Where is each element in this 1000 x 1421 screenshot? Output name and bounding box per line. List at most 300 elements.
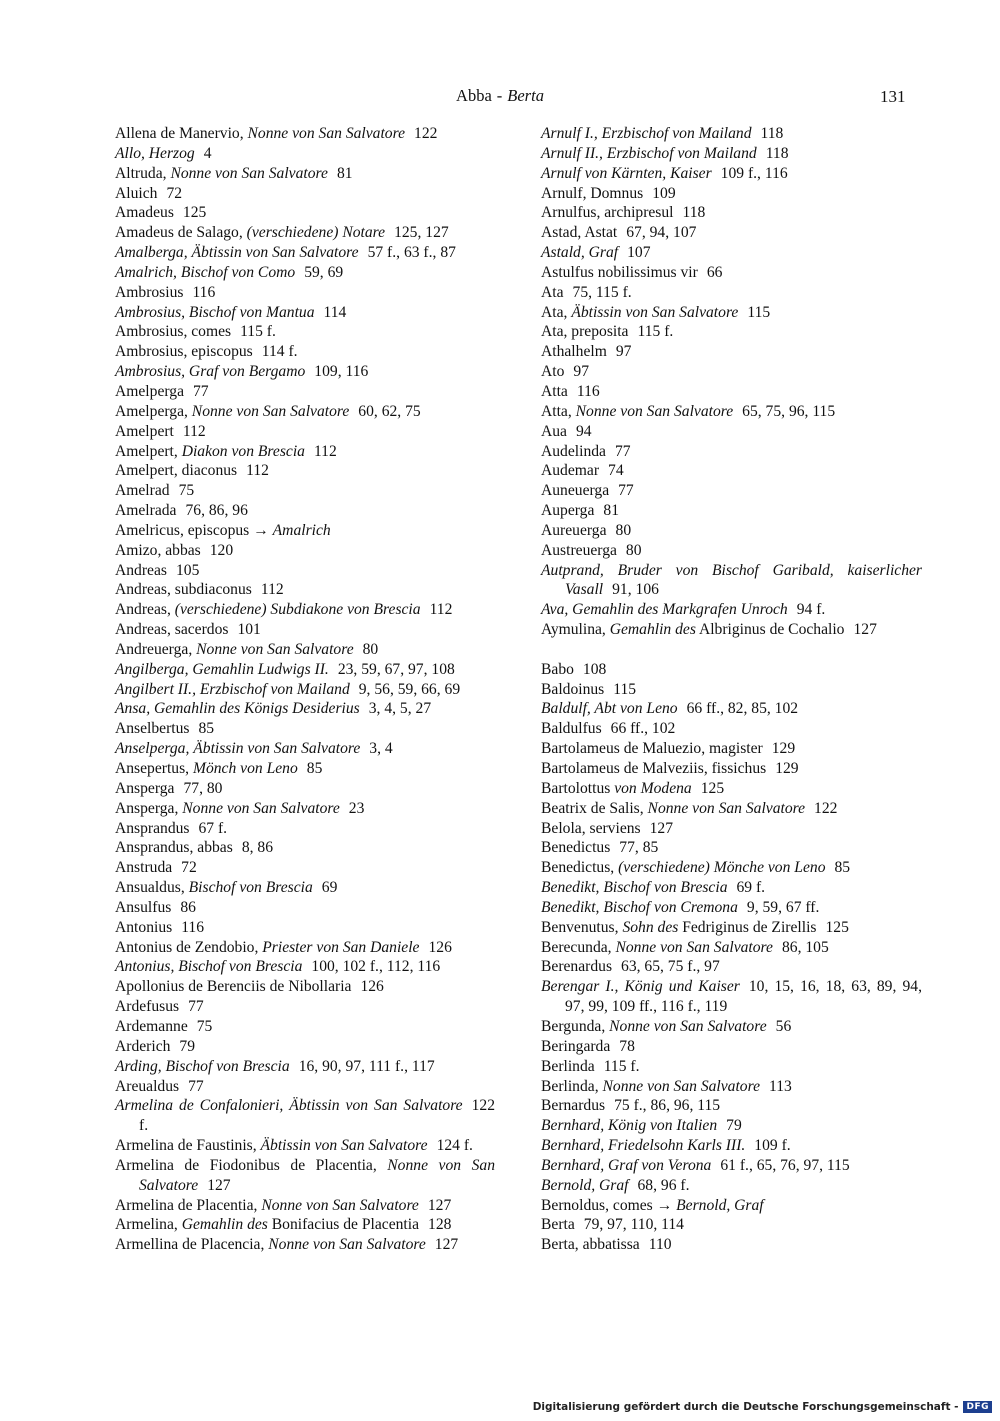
entry-page-refs: 3, 4 xyxy=(369,740,393,758)
entry-page-refs: 66 ff., 82, 85, 102 xyxy=(686,700,799,718)
entry-page-refs: 72 xyxy=(181,859,197,877)
entry-name: Babo xyxy=(541,660,574,678)
index-entry xyxy=(541,164,922,184)
entry-italic-note: (verschiedene) Subdiakone von Brescia xyxy=(174,601,421,619)
entry-name: Aymulina, xyxy=(541,621,610,639)
running-head-left: Abba xyxy=(456,86,492,105)
index-entry xyxy=(115,481,495,501)
index-entry xyxy=(115,521,495,541)
index-entry xyxy=(115,838,495,858)
index-entry xyxy=(541,1077,922,1097)
entry-italic-note: Armelina de Confalonieri, Äbtissin von San Salvatore xyxy=(115,1097,463,1115)
entry-page-refs: 115 f. xyxy=(240,323,276,341)
entry-name: Armelina de Placentia, xyxy=(115,1196,262,1214)
entry-name: Arnulf, Domnus xyxy=(541,184,644,202)
index-entry xyxy=(115,640,495,660)
index-entry xyxy=(115,620,495,640)
entry-italic-note: Allo, Herzog xyxy=(115,144,195,162)
entry-name: Bernardus xyxy=(541,1097,606,1115)
entry-name: Beatrix de Salis, xyxy=(541,799,648,817)
entry-name: Andreas, sacerdos xyxy=(115,621,229,639)
entry-italic-note: Amalrich xyxy=(272,521,331,539)
index-entry xyxy=(115,203,495,223)
index-entry xyxy=(115,660,495,680)
entry-page-refs: 115 xyxy=(747,303,771,321)
entry-page-refs: 112 xyxy=(313,442,337,460)
index-entry xyxy=(541,1116,922,1136)
entry-name: Allena de Manervio, xyxy=(115,125,248,142)
entry-page-refs: 115 f. xyxy=(637,323,674,341)
index-entry xyxy=(115,1156,495,1196)
index-entry xyxy=(541,1235,922,1255)
index-entry xyxy=(541,382,922,402)
entry-name: Berlinda xyxy=(541,1057,595,1075)
entry-name: Apollonius de Berenciis de Nibollaria xyxy=(115,978,352,996)
entry-page-refs: 8, 86 xyxy=(241,839,273,857)
entry-italic-note: Anselperga, Äbtissin von San Salvatore xyxy=(115,740,361,758)
entry-page-refs: 4 xyxy=(203,144,212,162)
index-entry xyxy=(541,124,922,144)
entry-page-refs: 120 xyxy=(209,541,234,559)
entry-name: Antonius de Zendobio, xyxy=(115,938,263,956)
entry-name: Amelpert, xyxy=(115,442,182,460)
index-entry xyxy=(115,283,495,303)
entry-italic-note: Arnulf I., Erzbischof von Mailand xyxy=(541,125,752,142)
entry-page-refs: 129 xyxy=(771,740,796,758)
entry-page-refs: 9, 56, 59, 66, 69 xyxy=(358,680,461,698)
index-entry xyxy=(541,620,922,640)
index-entry xyxy=(541,977,922,1017)
entry-name: Armelina, xyxy=(115,1216,182,1234)
entry-name: Audelinda xyxy=(541,442,606,460)
entry-name: Aureuerga xyxy=(541,521,607,539)
entry-name: Amelperga xyxy=(115,382,184,400)
entry-page-refs: 78 xyxy=(619,1037,635,1055)
entry-name: Benedictus xyxy=(541,839,611,857)
index-entry xyxy=(115,680,495,700)
entry-italic-note: Bernhard, König von Italien xyxy=(541,1117,718,1135)
entry-name: Auneuerga xyxy=(541,482,610,500)
index-entry xyxy=(115,402,495,422)
entry-name: Ambrosius xyxy=(115,283,184,301)
entry-name: Bartolameus de Maluezio, magister xyxy=(541,740,763,758)
entry-page-refs: 56 xyxy=(775,1017,792,1035)
entry-name: Aua xyxy=(541,422,567,440)
index-entry xyxy=(541,144,922,164)
entry-page-refs: 77 xyxy=(193,382,209,400)
entry-page-refs: 125 xyxy=(182,204,207,222)
index-entry xyxy=(115,997,495,1017)
entry-page-refs: 77 xyxy=(188,1077,204,1095)
index-entry xyxy=(541,1037,922,1057)
page-number: 131 xyxy=(880,87,906,106)
entry-page-refs: 76, 86, 96 xyxy=(185,502,248,520)
index-entry xyxy=(541,442,922,462)
entry-page-refs: 112 xyxy=(182,422,206,440)
index-entry xyxy=(115,243,495,263)
entry-italic-note: Arnulf von Kärnten, Kaiser xyxy=(541,164,712,182)
letter-section-gap xyxy=(541,640,922,660)
index-entry xyxy=(541,322,922,342)
index-entry xyxy=(541,342,922,362)
index-entry xyxy=(115,1077,495,1097)
index-entry xyxy=(115,422,495,442)
entry-name: Bartolottus xyxy=(541,779,615,797)
entry-name: Anstruda xyxy=(115,859,173,877)
entry-page-refs: 127 xyxy=(853,621,877,639)
entry-name: Ambrosius, comes xyxy=(115,323,232,341)
entry-page-refs: 109, 116 xyxy=(314,363,369,381)
entry-name: Ata, xyxy=(541,303,572,321)
entry-page-refs: 113 xyxy=(769,1077,792,1095)
running-head-separator: - xyxy=(496,86,503,105)
index-entry xyxy=(541,461,922,481)
entry-name: Berecunda, xyxy=(541,938,616,956)
entry-italic-note: Nonne von San Salvatore xyxy=(615,938,773,956)
entry-page-refs: 100, 102 f., 112, 116 xyxy=(311,958,441,976)
entry-italic-note: Bernhard, Friedelsohn Karls III. xyxy=(541,1137,746,1155)
entry-page-refs: 116 xyxy=(192,283,216,301)
entry-page-refs: 127 xyxy=(649,819,673,837)
entry-name: Ata, preposita xyxy=(541,323,629,341)
entry-italic-note: (verschiedene) Mönche von Leno xyxy=(618,859,826,877)
entry-italic-note: Ambrosius, Graf von Bergamo xyxy=(115,363,306,381)
entry-italic-note: Nonne von San Salvatore xyxy=(647,799,806,817)
entry-page-refs: 10, 15, 16, 18, 63, 89, 94, 97, 99, 109 ff., 116 f., 119 xyxy=(565,978,922,1016)
entry-name: Andreas xyxy=(115,561,167,579)
entry-italic-note: von Modena xyxy=(614,779,692,797)
entry-name: Areualdus xyxy=(115,1077,180,1095)
index-entry xyxy=(541,858,922,878)
index-entry xyxy=(541,422,922,442)
entry-italic-note: Äbtissin von San Salvatore xyxy=(571,303,739,321)
entry-page-refs: 116 xyxy=(576,382,600,400)
entry-page-refs: 91, 106 xyxy=(612,581,659,599)
entry-name: Berta xyxy=(541,1216,575,1234)
entry-page-refs: 81 xyxy=(603,502,619,520)
index-entry xyxy=(115,303,495,323)
entry-page-refs: 112 xyxy=(260,581,284,599)
index-entry xyxy=(541,799,922,819)
entry-page-refs: 122 xyxy=(814,799,838,817)
entry-name: Andreas, subdiaconus xyxy=(115,581,252,599)
index-entry xyxy=(541,303,922,323)
running-head-right: Berta xyxy=(507,86,544,105)
index-entry xyxy=(115,1057,495,1077)
entry-italic-note: Ambrosius, Bischof von Mantua xyxy=(115,303,315,321)
entry-page-refs: 3, 4, 5, 27 xyxy=(368,700,432,718)
entry-italic-note: Nonne von San Salvatore xyxy=(247,125,406,142)
entry-page-refs: 72 xyxy=(166,184,183,202)
entry-page-refs: 81 xyxy=(336,164,353,182)
running-head xyxy=(0,86,1000,106)
entry-italic-note: Arding, Bischof von Brescia xyxy=(115,1057,290,1075)
entry-italic-note: Ansa, Gemahlin des Königs Desiderius xyxy=(115,700,360,718)
entry-italic-note: Arnulf II., Erzbischof von Mailand xyxy=(541,144,757,162)
entry-page-refs: 118 xyxy=(760,125,784,142)
entry-page-refs: 109 f., 116 xyxy=(720,164,788,182)
entry-page-refs: 107 xyxy=(627,244,651,262)
index-column-left xyxy=(115,124,495,1255)
entry-page-refs: 115 f. xyxy=(603,1057,640,1075)
entry-page-refs: 85 xyxy=(306,760,323,777)
entry-page-refs: 94 xyxy=(575,422,592,440)
entry-page-refs: 127 xyxy=(207,1176,231,1194)
entry-page-refs: 112 xyxy=(429,601,453,619)
entry-page-refs: 16, 90, 97, 111 f., 117 xyxy=(298,1057,435,1075)
entry-page-refs: 125, 127 xyxy=(394,224,449,242)
entry-name: Ambrosius, episcopus xyxy=(115,343,253,361)
index-entry xyxy=(541,838,922,858)
dfg-logo: DFG xyxy=(963,1401,992,1413)
entry-page-refs: 108 xyxy=(582,660,607,678)
entry-page-refs: 122 f. xyxy=(139,1097,495,1135)
entry-italic-note: Bernhard, Graf von Verona xyxy=(541,1156,712,1174)
entry-name: Arderich xyxy=(115,1037,171,1055)
index-entry xyxy=(541,1017,922,1037)
entry-page-refs: 110 xyxy=(648,1236,672,1254)
entry-name: Amelricus, episcopus → xyxy=(115,521,273,539)
index-entry xyxy=(541,223,922,243)
entry-name: Auperga xyxy=(541,502,595,520)
entry-page-refs: 116 xyxy=(181,918,204,936)
entry-italic-note: Baldulf, Abt von Leno xyxy=(541,700,678,718)
index-entry xyxy=(541,1176,922,1196)
index-entry xyxy=(541,898,922,918)
entry-page-refs: 86 xyxy=(180,898,196,916)
entry-name: Astulfus nobilissimus vir xyxy=(541,263,698,281)
entry-italic-note: Nonne von San Salvatore xyxy=(170,164,328,182)
index-entry xyxy=(115,124,495,144)
entry-name: Amelperga, xyxy=(115,402,192,420)
index-entry xyxy=(541,1196,922,1216)
entry-name: Astad, Astat xyxy=(541,224,618,242)
index-entry xyxy=(115,184,495,204)
index-entry xyxy=(541,600,922,620)
index-entry xyxy=(541,918,922,938)
entry-name: Berlinda, xyxy=(541,1077,603,1095)
entry-italic-note: Autprand, Bruder von Bischof Garibald, kaiserlicher Vasall xyxy=(541,561,922,599)
digitization-footer xyxy=(533,1399,992,1415)
entry-page-refs: 97 xyxy=(573,363,589,381)
entry-name: Bergunda, xyxy=(541,1017,610,1035)
entry-page-refs: 109 xyxy=(652,184,676,202)
index-entry xyxy=(115,699,495,719)
footer-credit-text: Digitalisierung gefördert durch die Deutsche Forschungsgemeinschaft - xyxy=(532,1401,959,1413)
entry-page-refs: 125 xyxy=(825,918,849,936)
entry-page-refs: 75, 115 f. xyxy=(572,283,632,301)
entry-italic-note: Bernold, Graf xyxy=(676,1196,764,1214)
entry-page-refs: 118 xyxy=(765,144,789,162)
index-entry xyxy=(115,164,495,184)
entry-italic-note: Diakon von Brescia xyxy=(181,442,305,460)
entry-name: Amadeus de Salago, xyxy=(115,224,247,242)
entry-name: Armelina de Faustinis, xyxy=(115,1137,261,1155)
entry-name: Amelpert, diaconus xyxy=(115,462,238,480)
entry-page-refs: 61 f., 65, 76, 97, 115 xyxy=(720,1156,850,1174)
entry-name: Benedictus, xyxy=(541,859,619,877)
entry-name: Altruda, xyxy=(115,164,171,182)
entry-page-refs: 122 xyxy=(414,125,438,142)
entry-italic-note: Astald, Graf xyxy=(541,244,619,262)
index-entry xyxy=(115,1196,495,1216)
entry-name: Armelina de Fiodonibus de Placentia, xyxy=(115,1156,388,1174)
entry-page-refs: 77 xyxy=(188,998,204,1016)
index-entry xyxy=(115,1037,495,1057)
entry-italic-note: Nonne von San Salvatore xyxy=(196,640,354,658)
entry-name: Beringarda xyxy=(541,1037,611,1055)
entry-name: Ansualdus, xyxy=(115,879,189,897)
entry-italic-note: Nonne von San Salvatore xyxy=(261,1196,419,1214)
entry-page-refs: 109 f. xyxy=(754,1137,791,1155)
entry-page-refs: 69 xyxy=(321,879,338,897)
entry-name: Ansulfus xyxy=(115,898,172,916)
entry-italic-note: Nonne von San Salvatore xyxy=(182,799,340,817)
entry-page-refs: 75 xyxy=(178,482,195,500)
entry-name: Amizo, abbas xyxy=(115,541,201,559)
entry-italic-note: Bernold, Graf xyxy=(541,1176,629,1194)
entry-page-refs: 85 xyxy=(198,720,215,738)
entry-name: Ata xyxy=(541,283,564,301)
entry-page-refs: 57 f., 63 f., 87 xyxy=(367,244,456,262)
entry-page-refs: 77, 85 xyxy=(619,839,659,857)
index-entry xyxy=(115,957,495,977)
entry-italic-note: Amalrich, Bischof von Como xyxy=(115,263,296,281)
index-entry xyxy=(541,243,922,263)
entry-italic-note: Mönch von Leno xyxy=(192,760,298,777)
index-entry xyxy=(115,759,495,779)
entry-page-refs: 79 xyxy=(179,1037,196,1055)
index-entry xyxy=(115,739,495,759)
index-entry xyxy=(541,719,922,739)
entry-italic-note: Nonne von San Salvatore xyxy=(609,1017,767,1035)
entry-page-refs: 60, 62, 75 xyxy=(358,402,421,420)
entry-page-refs: 77 xyxy=(618,482,634,500)
entry-italic-note: Nonne von San Salvatore xyxy=(268,1236,426,1254)
entry-page-refs: 114 f. xyxy=(261,343,298,361)
index-entry xyxy=(541,521,922,541)
entry-page-refs: 66 ff., 102 xyxy=(610,720,676,738)
index-entry xyxy=(541,680,922,700)
entry-name: Berenardus xyxy=(541,958,613,976)
index-entry xyxy=(115,263,495,283)
entry-page-refs: 75 f., 86, 96, 115 xyxy=(614,1097,721,1115)
entry-page-refs: 127 xyxy=(434,1236,459,1254)
entry-page-refs: 126 xyxy=(360,978,384,996)
index-entry xyxy=(115,501,495,521)
entry-page-refs: 66 xyxy=(706,263,723,281)
entry-page-refs: 86, 105 xyxy=(781,938,829,956)
entry-italic-note: Gemahlin des xyxy=(181,1216,268,1234)
entry-italic-note: Sohn des xyxy=(622,918,679,936)
entry-page-refs: 77, 80 xyxy=(183,779,223,797)
entry-italic-note: Priester von San Daniele xyxy=(262,938,420,956)
entry-page-refs: 94 f. xyxy=(796,601,826,619)
entry-name-continued: Fedriginus de Zirellis xyxy=(678,918,817,936)
entry-name: Ansprandus, abbas xyxy=(115,839,233,857)
entry-name: Belola, serviens xyxy=(541,819,641,837)
entry-page-refs: 23, 59, 67, 97, 108 xyxy=(337,660,455,678)
entry-page-refs: 63, 65, 75 f., 97 xyxy=(621,958,720,976)
entry-name-continued: Bonifacius de Placentia xyxy=(267,1216,420,1234)
entry-page-refs: 23 xyxy=(348,799,365,817)
index-entry xyxy=(541,362,922,382)
entry-page-refs: 75 xyxy=(196,1017,213,1035)
entry-page-refs: 126 xyxy=(428,938,452,956)
index-entry xyxy=(541,263,922,283)
entry-name: Ato xyxy=(541,363,565,381)
entry-page-refs: 79 xyxy=(726,1117,742,1135)
entry-italic-note: Nonne von San Salvatore xyxy=(602,1077,760,1095)
index-entry xyxy=(115,144,495,164)
entry-italic-note: Nonne von San Salvatore xyxy=(139,1156,495,1194)
index-column-right xyxy=(541,124,922,1255)
entry-name: Atta xyxy=(541,382,568,400)
index-entry xyxy=(115,322,495,342)
index-entry xyxy=(115,461,495,481)
index-entry xyxy=(541,957,922,977)
entry-italic-note: Antonius, Bischof von Brescia xyxy=(115,958,303,976)
index-entry xyxy=(115,1017,495,1037)
index-entry xyxy=(115,898,495,918)
entry-page-refs: 68, 96 f. xyxy=(637,1176,690,1194)
index-entry xyxy=(115,600,495,620)
entry-page-refs: 67 f. xyxy=(198,819,228,837)
index-entry xyxy=(115,1096,495,1136)
entry-page-refs: 79, 97, 110, 114 xyxy=(583,1216,684,1234)
index-entry xyxy=(541,561,922,601)
index-entry xyxy=(115,342,495,362)
entry-page-refs: 118 xyxy=(682,204,706,222)
index-entry xyxy=(541,819,922,839)
index-entry xyxy=(115,362,495,382)
index-entry xyxy=(115,1215,495,1235)
entry-italic-note: Benedikt, Bischof von Brescia xyxy=(541,879,728,897)
entry-name: Berta, abbatissa xyxy=(541,1236,640,1254)
entry-name: Audemar xyxy=(541,462,600,480)
entry-italic-note: Nonne von San Salvatore xyxy=(575,402,734,420)
entry-italic-note: Äbtissin von San Salvatore xyxy=(260,1137,428,1155)
index-entry xyxy=(115,1235,495,1255)
entry-page-refs: 105 xyxy=(175,561,200,579)
entry-name: Atta, xyxy=(541,402,576,420)
entry-page-refs: 80 xyxy=(625,541,642,559)
entry-page-refs: 74 xyxy=(608,462,624,480)
entry-name: Amadeus xyxy=(115,204,174,222)
index-entry xyxy=(541,1156,922,1176)
entry-name: Benvenutus, xyxy=(541,918,623,936)
entry-page-refs: 128 xyxy=(428,1216,452,1234)
entry-page-refs: 129 xyxy=(775,760,799,777)
index-entry xyxy=(541,501,922,521)
entry-italic-note: Nonne von San Salvatore xyxy=(191,402,350,420)
index-entry xyxy=(541,184,922,204)
page-header xyxy=(0,86,1000,110)
index-entry xyxy=(541,1215,922,1235)
index-entry xyxy=(115,878,495,898)
index-entry xyxy=(115,223,495,243)
entry-name: Bartolameus de Malveziis, fissichus xyxy=(541,760,767,777)
entry-name: Ardemanne xyxy=(115,1017,188,1035)
entry-name: Ansprandus xyxy=(115,819,190,837)
index-entry xyxy=(541,1136,922,1156)
entry-italic-note: (verschiedene) Notare xyxy=(246,224,386,242)
entry-page-refs: 127 xyxy=(427,1196,452,1214)
entry-name: Anselbertus xyxy=(115,720,190,738)
entry-page-refs: 112 xyxy=(246,462,269,480)
entry-italic-note: Angilberga, Gemahlin Ludwigs II. xyxy=(115,660,329,678)
index-entry xyxy=(115,799,495,819)
